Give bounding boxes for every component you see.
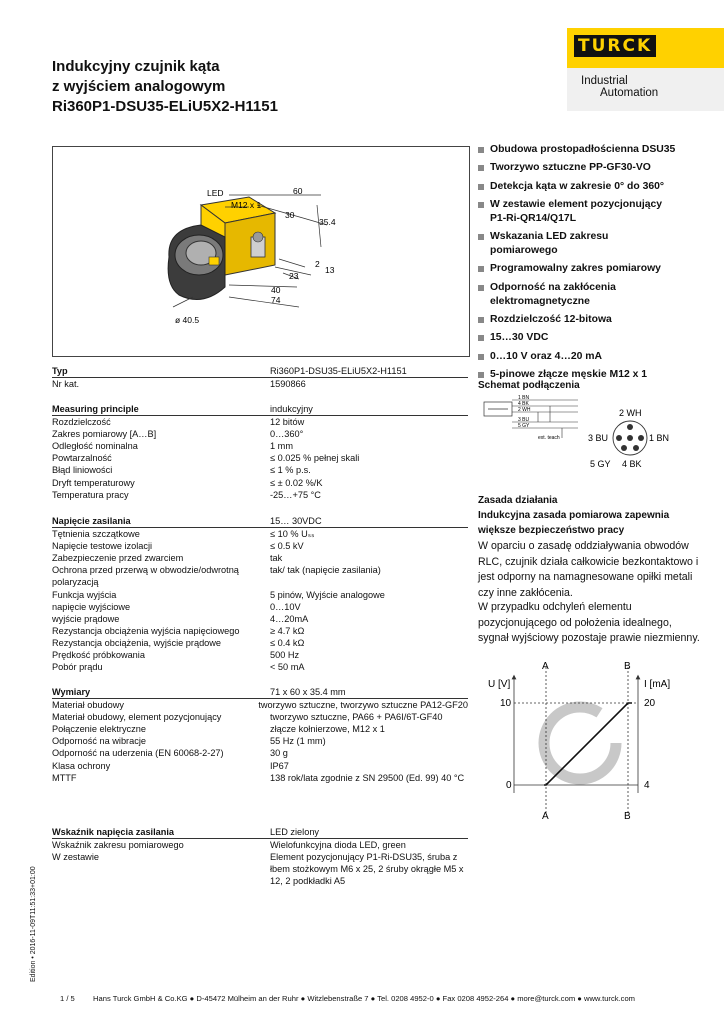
spec-label: Rezystancja obciążenia wyjścia napięciowego <box>52 625 240 636</box>
spec-value: złącze kołnierzowe, M12 x 1 <box>270 724 385 735</box>
spec-value: 12 bitów <box>270 417 305 428</box>
principle-subtitle: Indukcyjna zasada pomiarowa zapewnia większe bezpieczeństwo pracy <box>478 510 670 536</box>
table-row <box>52 365 468 378</box>
table-row <box>52 613 468 625</box>
table-row <box>52 378 468 390</box>
table-row <box>52 661 468 673</box>
spec-label: napięcie wyjściowe <box>52 601 131 612</box>
spec-value: ≤ 0.025 % pełnej skali <box>270 453 360 464</box>
table-row <box>52 711 468 723</box>
spec-label: Prędkość próbkowania <box>52 650 145 661</box>
table-row <box>52 489 468 501</box>
turck-logo: TURCK <box>574 36 656 56</box>
feature-item: Tworzywo sztuczne PP-GF30-VO <box>478 161 678 175</box>
table-row <box>52 477 468 489</box>
wiring-diagram <box>478 394 688 474</box>
ylabel-right: I [mA] <box>644 679 671 690</box>
table-row <box>52 723 468 735</box>
spec-label: Dryft temperaturowy <box>52 477 135 488</box>
dim-13: 13 <box>325 265 335 275</box>
spec-value: 500 Hz <box>270 650 300 661</box>
table-row <box>52 625 468 637</box>
feature-item: Obudowa prostopadłościenna DSU35 <box>478 143 678 157</box>
wire-4: 4 BK <box>518 401 529 407</box>
pin-4-bk: 4 BK <box>622 459 642 469</box>
table-row <box>52 552 468 564</box>
feature-item: 5-pinowe złącze męskie M12 x 1 <box>478 368 678 382</box>
spec-value: 1 mm <box>270 441 293 452</box>
pin-3-bu: 3 BU <box>588 433 609 443</box>
spec-table-electrical <box>52 515 468 673</box>
spec-label: Pobór prądu <box>52 662 103 673</box>
spec-label: Powtarzalność <box>52 453 112 464</box>
spec-label: Nr kat. <box>52 379 80 390</box>
pin-1-bn: 1 BN <box>649 433 670 443</box>
principle-title: Zasada działania <box>478 495 558 506</box>
feature-item: Detekcja kąta w zakresie 0° do 360° <box>478 180 678 194</box>
label-led: LED <box>207 188 224 198</box>
spec-value: indukcyjny <box>270 404 313 414</box>
feature-item: Rozdzielczość 12-bitowa <box>478 313 678 327</box>
spec-table-mechanical <box>52 686 468 784</box>
spec-label: Klasa ochrony <box>52 760 111 771</box>
spec-value: 30 g <box>270 748 288 759</box>
spec-value: tak/ tak (napięcie zasilania) <box>270 565 381 576</box>
spec-label: Wskaźnik zakresu pomiarowego <box>52 840 184 851</box>
spec-value: ≥ 4.7 kΩ <box>270 625 305 636</box>
page-title <box>52 57 278 117</box>
footer-company-info: Hans Turck GmbH & Co.KG ● D-45472 Mülheim an der Ruhr ● Witzlebenstraße 7 ● Tel. 0208 4952-0 ● Fax 0208 4952-264 ● more@turck.com ● www.turck.com <box>93 994 636 1003</box>
spec-value: 1590866 <box>270 379 306 390</box>
spec-label: Tętnienia szczątkowe <box>52 529 140 540</box>
principle-paragraph-2: W przypadku odchyleń elementu pozycjonującego od położenia idealnego, sygnał wyjściowy pozostaje prawie niezmienny. <box>478 601 700 644</box>
dim-40: 40 <box>271 285 281 295</box>
table-row <box>52 686 468 699</box>
title-line-1: Indukcyjny czujnik kąta <box>52 58 220 75</box>
spec-value: 71 x 60 x 35.4 mm <box>270 687 346 697</box>
table-row <box>52 528 468 540</box>
spec-value: tworzywo sztuczne, tworzywo sztuczne PA12-GF20 <box>258 700 468 711</box>
spec-value: IP67 <box>270 760 289 771</box>
spec-value: Ri360P1-DSU35-ELiU5X2-H1151 <box>270 366 407 376</box>
spec-value: ≤ 1 % p.s. <box>270 465 311 476</box>
table-row <box>52 416 468 428</box>
feature-item: 15…30 VDC <box>478 331 678 345</box>
table-row <box>52 826 468 839</box>
table-row <box>52 540 468 552</box>
sensor-drawing <box>53 147 469 356</box>
spec-table-indicators <box>52 826 468 887</box>
table-row <box>52 564 468 588</box>
spec-label: Materiał obudowy, element pozycjonujący <box>52 712 222 723</box>
feature-item: Wskazania LED zakresu pomiarowego <box>478 230 678 258</box>
table-row <box>52 747 468 759</box>
spec-label: Zabezpieczenie przed zwarciem <box>52 553 184 564</box>
dim-74: 74 <box>271 295 281 305</box>
table-row <box>52 601 468 613</box>
table-row <box>52 440 468 452</box>
spec-value: ≤ 0.5 kV <box>270 541 304 552</box>
spec-label: wyjście prądowe <box>52 613 120 624</box>
wire-1: 1 BN <box>518 395 530 401</box>
tick-left-0: 0 <box>506 780 512 791</box>
spec-label: Typ <box>52 366 68 376</box>
spec-label: Rozdzielczość <box>52 417 111 428</box>
spec-label: Wymiary <box>52 687 91 697</box>
feature-item: Programowalny zakres pomiarowy <box>478 262 678 276</box>
table-row <box>52 428 468 440</box>
wire-3: 3 BU <box>518 417 530 423</box>
spec-value: ≤ ± 0.02 %/K <box>270 477 323 488</box>
page-number: 1 / 5 <box>60 994 75 1003</box>
feature-item: Odporność na zakłócenia elektromagnetyczne <box>478 281 678 309</box>
pin-2-wh: 2 WH <box>619 408 642 418</box>
spec-label: Materiał obudowy <box>52 700 125 711</box>
spec-label: Temperatura pracy <box>52 489 129 500</box>
spec-label: Ochrona przed przerwą w obwodzie/odwrotną polaryzacją <box>52 565 239 588</box>
title-line-3: Ri360P1-DSU35-ELiU5X2-H1151 <box>52 98 278 115</box>
spec-value: ≤ 10 % Uₛₛ <box>270 529 315 540</box>
spec-value: -25…+75 °C <box>270 489 321 500</box>
output-chart <box>478 655 688 820</box>
table-row <box>52 649 468 661</box>
ext-teach-label: ext. teach <box>538 435 560 441</box>
feature-item: 0…10 V oraz 4…20 mA <box>478 350 678 364</box>
spec-label: Odporność na uderzenia (EN 60068-2-27) <box>52 748 224 759</box>
tick-b-bottom: B <box>624 811 631 820</box>
table-row <box>52 515 468 528</box>
dim-35-4: 35.4 <box>319 217 336 227</box>
spec-label: MTTF <box>52 772 77 783</box>
rotation-symbol-icon <box>544 707 616 779</box>
spec-value: 5 pinów, Wyjście analogowe <box>270 589 385 600</box>
table-row <box>52 464 468 476</box>
ylabel-left: U [V] <box>488 679 511 690</box>
dim-2: 2 <box>315 259 320 269</box>
spec-value: Wielofunkcyjna dioda LED, green <box>270 840 406 851</box>
spec-label: Funkcja wyjścia <box>52 589 117 600</box>
spec-table-measuring <box>52 403 468 501</box>
footer <box>60 994 635 1003</box>
edition-stamp: Edition • 2016-11-09T11:51:33+01:00 <box>30 866 37 982</box>
table-row <box>52 735 468 747</box>
tick-b-top: B <box>624 661 631 672</box>
spec-value: 138 rok/lata zgodnie z SN 29500 (Ed. 99) 40 °C <box>270 772 465 783</box>
tick-left-10: 10 <box>500 698 512 709</box>
spec-label: Odporność na wibracje <box>52 736 146 747</box>
table-row <box>52 699 468 711</box>
spec-value: tak <box>270 553 283 564</box>
table-row <box>52 452 468 464</box>
spec-value: 55 Hz (1 mm) <box>270 736 326 747</box>
spec-value: 0…10V <box>270 601 301 612</box>
spec-value: LED zielony <box>270 827 320 837</box>
spec-label: W zestawie <box>52 852 99 863</box>
tick-right-20: 20 <box>644 698 656 709</box>
wire-2: 2 WH <box>518 407 531 413</box>
table-row <box>52 839 468 851</box>
spec-label: Measuring principle <box>52 404 139 414</box>
dim-30: 30 <box>285 210 295 220</box>
product-drawing <box>52 146 470 357</box>
brand-tagline-2: Automation <box>600 87 659 99</box>
pin-5-gy: 5 GY <box>590 459 611 469</box>
spec-label: Połączenie elektryczne <box>52 724 146 735</box>
dim-23: 23 <box>289 271 299 281</box>
table-row <box>52 403 468 416</box>
table-row <box>52 637 468 649</box>
spec-value: 4…20mA <box>270 613 309 624</box>
table-row <box>52 772 468 784</box>
spec-value: tworzywo sztuczne, PA66 + PA6I/6T-GF40 <box>270 712 443 723</box>
table-row <box>52 851 468 887</box>
title-line-2: z wyjściem analogowym <box>52 78 226 95</box>
label-m12: M12 x 1 <box>231 200 262 210</box>
spec-label: Napięcie zasilania <box>52 516 131 526</box>
principle-paragraph-1: W oparciu o zasadę oddziaływania obwodów RLC, czujnik działa całkowicie bezkontaktowo i jest odporny na namagnesowane opiłki metali czy inne zakłócenia. <box>478 540 699 599</box>
spec-label: Zakres pomiarowy [A…B] <box>52 429 157 440</box>
feature-item: W zestawie element pozycjonujący P1-Ri-QR14/Q17L <box>478 198 678 226</box>
spec-label: Rezystancja obciążenia, wyjście prądowe <box>52 637 222 648</box>
wiring-title: Schemat podłączenia <box>478 380 580 391</box>
spec-table-type <box>52 365 468 390</box>
table-row <box>52 589 468 601</box>
dim-60: 60 <box>293 186 303 196</box>
tick-a-bottom: A <box>542 811 549 820</box>
wire-5: 5 GY <box>518 423 530 429</box>
spec-value: 15… 30VDC <box>270 516 322 526</box>
spec-label: Napięcie testowe izolacji <box>52 541 153 552</box>
spec-label: Błąd liniowości <box>52 465 113 476</box>
tick-right-4: 4 <box>644 780 650 791</box>
spec-value: ≤ 0.4 kΩ <box>270 637 305 648</box>
spec-label: Wskaźnik napięcia zasilania <box>52 827 175 837</box>
dim-40-5: ø 40.5 <box>175 315 200 325</box>
table-row <box>52 760 468 772</box>
spec-value: Element pozycjonujący P1-Ri-DSU35, śruba z łbem stożkowym M6 x 25, 2 śruby okrągłe M5 x 12, 2 podkładki A5 <box>270 852 464 887</box>
tick-a-top: A <box>542 661 549 672</box>
spec-value: 0…360° <box>270 429 304 440</box>
spec-label: Odległość nominalna <box>52 441 138 452</box>
spec-value: < 50 mA <box>270 662 305 673</box>
brand-tagline-1: Industrial <box>581 75 628 87</box>
feature-list <box>478 143 678 386</box>
